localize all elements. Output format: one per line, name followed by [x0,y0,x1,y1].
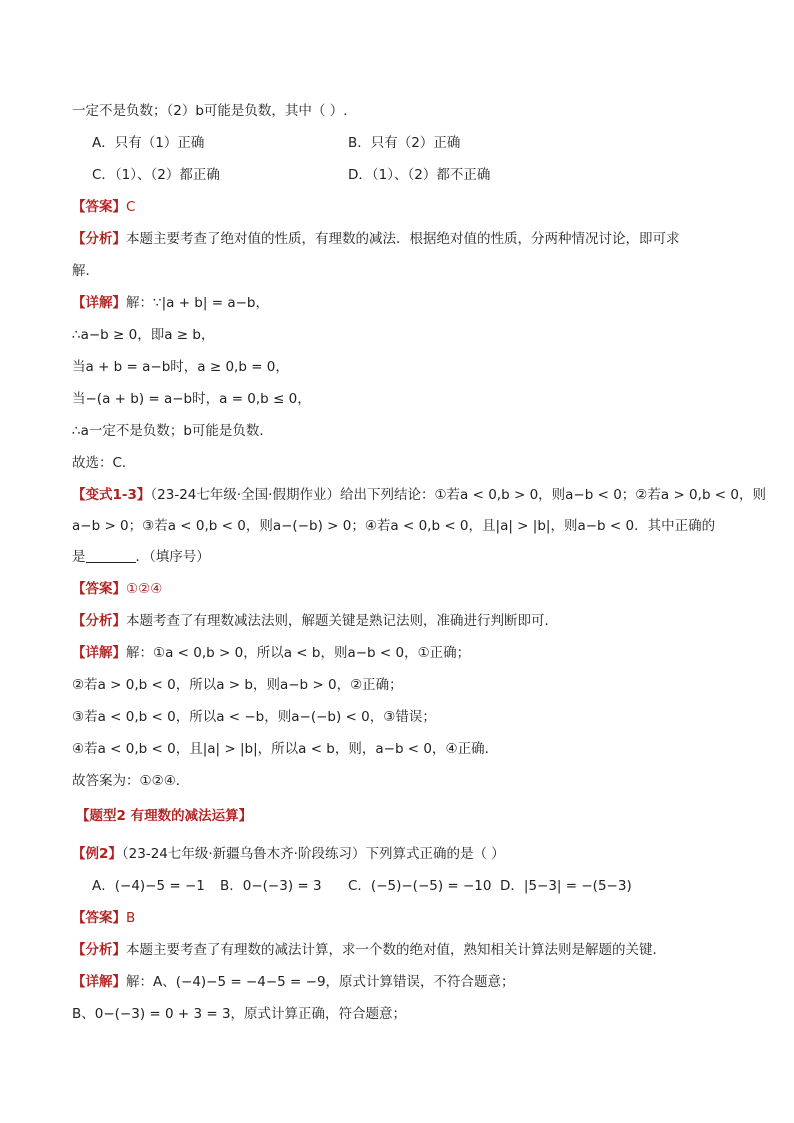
variant-prefix: 是 [72,549,86,565]
option-a: A．(−4)−5 = −1 [92,878,205,894]
solution-step: ④若a < 0,b < 0，且|a| > |b|，所以a < b，则，a−b < 0，④正确． [72,741,499,757]
answer-value: B [126,910,136,926]
option-c: C．(−5)−(−5) = −10 [348,878,492,894]
variant-text: （23-24七年级·全国·假期作业）给出下列结论：①若a < 0,b > 0，则a−b < 0；②若a > 0,b < 0，则 [150,487,766,503]
option-d: D．（1）、（2）都不正确 [348,167,491,183]
solution-step: ∴a−b ≥ 0，即a ≥ b， [72,327,215,343]
answer-value: C [126,199,136,215]
analysis-tag: 【分析】 [72,613,126,629]
analysis-text: 本题主要考查了有理数的减法计算，求一个数的绝对值，熟知相关计算法则是解题的关键． [126,942,666,958]
solution-step: 当a + b = a−b时，a ≥ 0,b = 0， [72,359,289,375]
solution-step: 故选：C． [72,455,136,471]
answer-line [72,579,754,599]
analysis-tag: 【分析】 [72,942,126,958]
fill-blank [86,548,136,563]
answer-line [72,197,754,217]
analysis-line [72,611,754,631]
answer-tag: 【答案】 [72,581,126,597]
detail-tag: 【详解】 [72,645,126,661]
solution-step: ∴a一定不是负数；b可能是负数． [72,423,273,439]
variant-continuation: a−b > 0；③若a < 0,b < 0，则a−(−b) > 0；④若a < 0,b < 0，且|a| > |b|，则a−b < 0．其中正确的 [72,518,716,534]
analysis-continuation: 解． [72,263,99,279]
option-b: B．0−(−3) = 3 [220,878,322,894]
detail-text: 解：A、(−4)−5 = −4−5 = −9，原式计算错误，不符合题意； [126,974,515,990]
example-question-line [72,844,754,864]
solution-step: B、0−(−3) = 0 + 3 = 3，原式计算正确，符合题意； [72,1006,407,1022]
variant-blank-line [72,547,754,567]
detail-line [72,293,754,313]
solution-step: 故答案为：①②④． [72,773,190,789]
detail-line [72,972,754,992]
analysis-line [72,940,754,960]
analysis-text: 本题考查了有理数减法法则，解题关键是熟记法则，准确进行判断即可． [126,613,558,629]
variant-tag: 【变式1-3】 [72,487,151,503]
solution-step: ②若a > 0,b < 0，所以a > b，则a−b > 0，②正确； [72,677,403,693]
variant-suffix: ．（填序号） [135,549,210,565]
solution-step: 当−(a + b) = a−b时，a = 0,b ≤ 0， [72,391,311,407]
section-title: 【题型2 有理数的减法运算】 [76,808,253,824]
answer-tag: 【答案】 [72,910,126,926]
option-c: C．（1）、（2）都正确 [92,167,220,183]
answer-line [72,908,754,928]
analysis-text: 本题主要考查了绝对值的性质，有理数的减法．根据绝对值的性质，分两种情况讨论，即可求 [126,231,680,247]
analysis-line [72,229,754,249]
answer-tag: 【答案】 [72,199,126,215]
option-a: A．只有（1）正确 [92,135,205,151]
detail-line [72,643,754,663]
option-b: B．只有（2）正确 [348,135,461,151]
question-text-line: 一定不是负数；（2）b可能是负数，其中（ ）. [72,103,348,119]
detail-text: 解：①a < 0,b > 0，所以a < b，则a−b < 0，①正确； [126,645,471,661]
example-text: （23-24七年级·新疆乌鲁木齐·阶段练习）下列算式正确的是（ ） [121,846,505,862]
detail-tag: 【详解】 [72,295,126,311]
analysis-tag: 【分析】 [72,231,126,247]
detail-text: 解：∵|a + b| = a−b， [126,295,269,311]
variant-question-line [72,485,766,505]
section-heading [76,806,754,826]
solution-step: ③若a < 0,b < 0，所以a < −b，则a−(−b) < 0，③错误； [72,709,436,725]
answer-value: ①②④ [126,581,163,597]
example-tag: 【例2】 [72,846,122,862]
option-d: D．|5−3| = −(5−3) [500,878,632,894]
detail-tag: 【详解】 [72,974,126,990]
